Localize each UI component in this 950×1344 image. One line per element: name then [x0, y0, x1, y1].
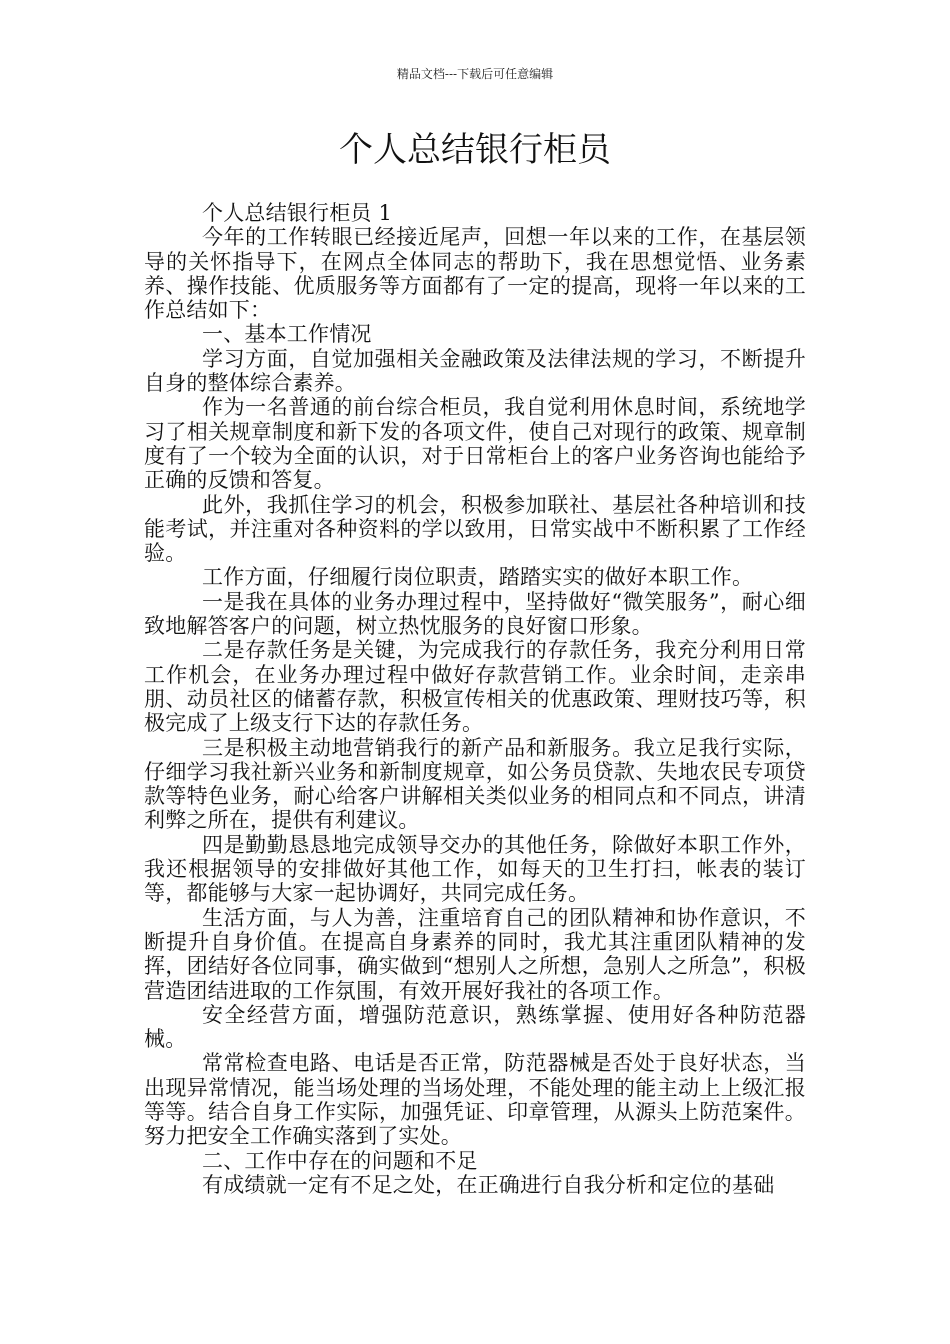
- document-title: 个人总结银行柜员: [339, 130, 611, 170]
- paragraph-safety-detail: 常常检查电路、电话是否正常，防范器械是否处于良好状态，当出现异常情况，能当场处理的当场处理，不能处理的能主动上上级汇报等等。结合自身工作实际，加强凭证、印章管理，从源头上防范案件。努力把安全工作确实落到了实处。: [144, 1051, 806, 1149]
- document-body: [144, 201, 806, 1197]
- paragraph-safety: 安全经营方面，增强防范意识，熟练掌握、使用好各种防范器械。: [144, 1002, 806, 1052]
- paragraph-shortcomings: 有成绩就一定有不足之处，在正确进行自我分析和定位的基础: [202, 1172, 775, 1197]
- section-heading-problems: 二、工作中存在的问题和不足: [202, 1148, 478, 1173]
- paragraph-intro: 今年的工作转眼已经接近尾声，回想一年以来的工作，在基层领导的关怀指导下，在网点全体同志的帮助下，我在思想觉悟、业务素养、操作技能、优质服务等方面都有了一定的提高，现将一年以来的工作总结如下：: [144, 225, 806, 323]
- section-heading-basic-work: 一、基本工作情况: [202, 322, 372, 347]
- paragraph-work: 工作方面，仔细履行岗位职责，踏踏实实的做好本职工作。: [202, 565, 754, 590]
- paragraph-point-one: 一是我在具体的业务办理过程中，坚持做好“微笑服务”，耐心细致地解答客户的问题，树立热忱服务的良好窗口形象。: [144, 589, 806, 639]
- paragraph-training: 此外，我抓住学习的机会，积极参加联社、基层社各种培训和技能考试，并注重对各种资料的学以致用，日常实战中不断积累了工作经验。: [144, 492, 806, 566]
- paragraph-point-three: 三是积极主动地营销我行的新产品和新服务。我立足我行实际，仔细学习我社新兴业务和新制度规章，如公务员贷款、失地农民专项贷款等特色业务，耐心给客户讲解相关类似业务的相同点和不同点，讲清利弊之所在，提供有利建议。: [144, 735, 806, 833]
- paragraph-point-four: 四是勤勤恳恳地完成领导交办的其他任务，除做好本职工作外，我还根据领导的安排做好其他工作，如每天的卫生打扫，帐表的装订等，都能够与大家一起协调好，共同完成任务。: [144, 832, 806, 906]
- header-note: 精品文档---下载后可任意编辑: [396, 67, 554, 81]
- paragraph-teller-study: 作为一名普通的前台综合柜员，我自觉利用休息时间，系统地学习了相关规章制度和新下发的各项文件，使自己对现行的政策、规章制度有了一个较为全面的认识，对于日常柜台上的客户业务咨询也能给予正确的反馈和答复。: [144, 395, 806, 493]
- paragraph-subtitle: 个人总结银行柜员 1: [202, 201, 393, 225]
- paragraph-point-two: 二是存款任务是关键，为完成我行的存款任务，我充分利用日常工作机会，在业务办理过程中做好存款营销工作。业余时间，走亲串朋、动员社区的储蓄存款，积极宣传相关的优惠政策、理财技巧等，积极完成了上级支行下达的存款任务。: [144, 638, 806, 736]
- paragraph-study: 学习方面，自觉加强相关金融政策及法律法规的学习，不断提升自身的整体综合素养。: [144, 346, 806, 396]
- paragraph-life: 生活方面，与人为善，注重培育自己的团队精神和协作意识，不断提升自身价值。在提高自身素养的同时，我尤其注重团队精神的发挥，团结好各位同事，确实做到“想别人之所想，急别人之所急”，积极营造团结进取的工作氛围，有效开展好我社的各项工作。: [144, 905, 806, 1003]
